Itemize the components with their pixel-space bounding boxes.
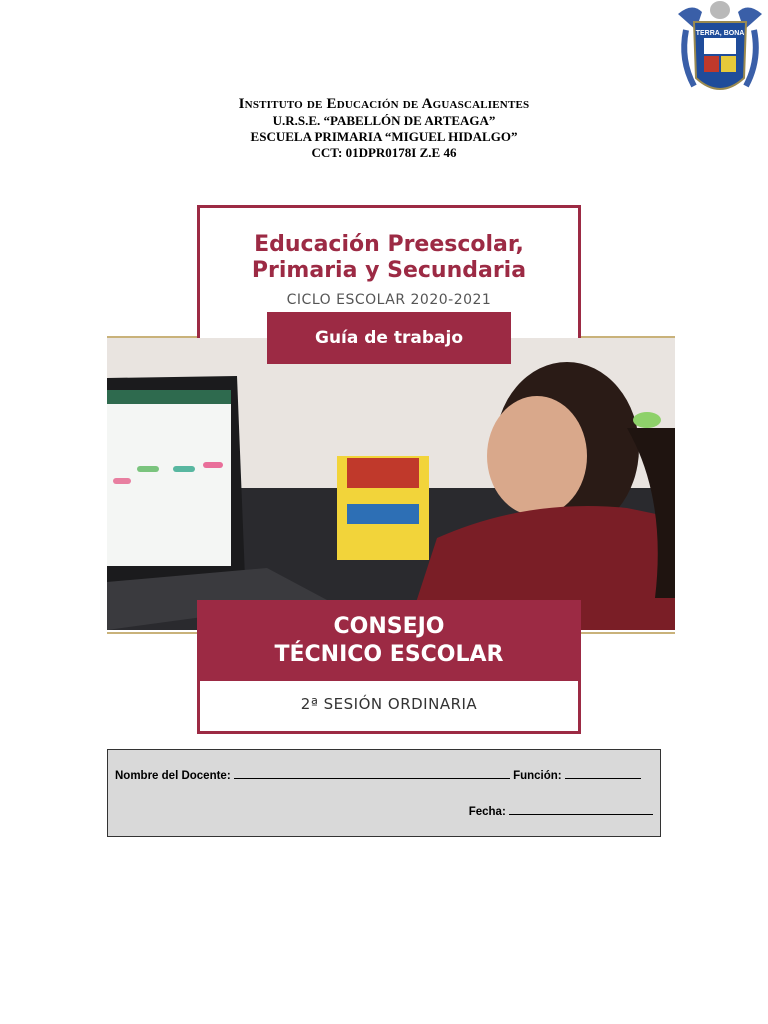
role-label: Función: [513, 770, 562, 782]
council-line2: TÉCNICO ESCOLAR [274, 642, 504, 667]
cover-title-line1: Educación Preescolar, [254, 232, 524, 257]
role-field[interactable] [565, 768, 641, 779]
state-crest-image [672, 0, 768, 104]
cover-image [107, 196, 675, 738]
school-cycle: CICLO ESCOLAR 2020-2021 [286, 292, 492, 308]
school-name: ESCUELA PRIMARIA “MIGUEL HIDALGO” [250, 129, 518, 144]
teacher-name-field[interactable] [234, 768, 510, 779]
session-label: 2ª SESIÓN ORDINARIA [300, 695, 478, 713]
council-frame [197, 600, 581, 734]
cct-code: CCT: 01DPR0178I Z.E 46 [311, 145, 457, 160]
cover-title-line2: Primaria y Secundaria [251, 258, 527, 283]
urse-line: U.R.S.E. “PABELLÓN DE ARTEAGA” [272, 113, 496, 128]
crest-motto: TERRA, BONA [695, 30, 745, 37]
cover-title [200, 232, 578, 284]
council-banner [200, 603, 578, 681]
date-field[interactable] [509, 804, 653, 815]
teacher-row [115, 768, 641, 782]
document-header [0, 95, 768, 161]
date-label: Fecha: [468, 806, 506, 818]
teacher-name-label: Nombre del Docente: [115, 770, 231, 782]
institute-name: Instituto de Educación de Aguascalientes [238, 96, 530, 112]
council-line1: CONSEJO [333, 614, 445, 639]
cover-photo [107, 338, 675, 630]
guide-banner: Guía de trabajo [267, 312, 511, 364]
teacher-info-form [107, 749, 661, 837]
date-row [469, 804, 653, 818]
